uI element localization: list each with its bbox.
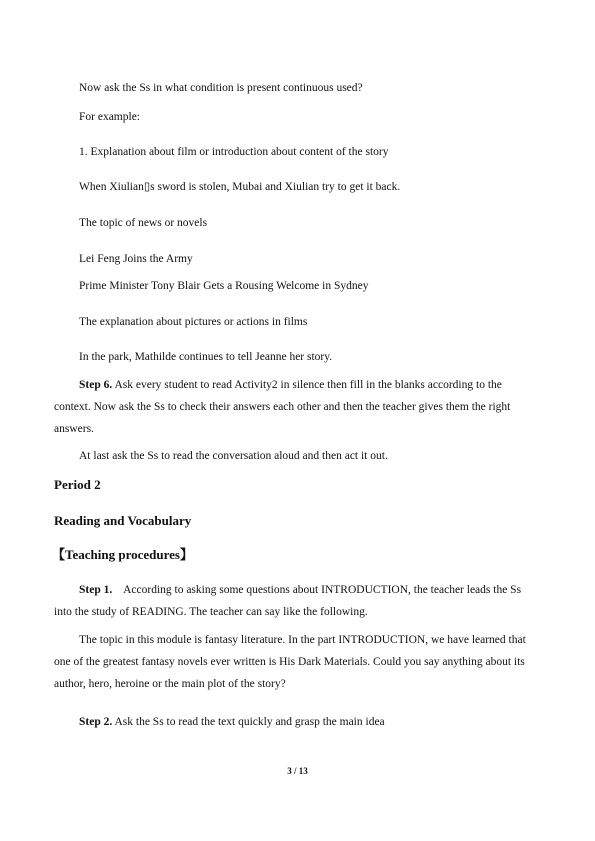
lei-feng-line: Lei Feng Joins the Army [79, 253, 193, 265]
procedures-heading: 【Teaching procedures】 [52, 547, 193, 562]
period-heading: Period 2 [54, 477, 101, 492]
step-2-label: Step 2. [79, 716, 113, 728]
page-number: 3 / 13 [287, 766, 308, 776]
explanation-pictures-line: The explanation about pictures or actions in films [79, 316, 308, 328]
step-6-label: Step 6. [79, 379, 113, 391]
step-2-text: Ask the Ss to read the text quickly and grasp the main idea [112, 716, 385, 728]
for-example-line: For example: [79, 111, 140, 123]
section-heading: Reading and Vocabulary [54, 513, 192, 528]
topic-paragraph: The topic in this module is fantasy literature. In the part INTRODUCTION, we have learned that one of the greatest fantasy novels ever written is His Dark Materials. Could you say anything about its author, hero, heroine or the main plot of the story? [54, 634, 526, 690]
xiulian-line: When Xiulian▯s sword is stolen, Mubai and Xiulian try to get it back. [79, 181, 401, 193]
example-1-line: 1. Explanation about film or introduction about content of the story [79, 146, 389, 158]
step-6-text: Ask every student to read Activity2 in silence then fill in the blanks according to the context. Now ask the Ss to check their answers each other and then the teacher gives them the right answers. [54, 379, 511, 435]
mathilde-line: In the park, Mathilde continues to tell Jeanne her story. [79, 351, 333, 363]
step-2-paragraph [54, 711, 540, 733]
step-1-text: According to asking some questions about INTRODUCTION, the teacher leads the Ss into the study of READING. The teacher can say like the following. [54, 584, 524, 618]
act-out-line: At last ask the Ss to read the conversation aloud and then act it out. [79, 450, 388, 462]
step-1-label: Step 1. [79, 584, 113, 596]
question-line: Now ask the Ss in what condition is present continuous used? [79, 82, 363, 94]
topic-news-line: The topic of news or novels [79, 217, 208, 229]
tony-blair-line: Prime Minister Tony Blair Gets a Rousing Welcome in Sydney [79, 280, 369, 292]
step-6-paragraph [54, 374, 540, 440]
step-1-paragraph [54, 579, 540, 623]
